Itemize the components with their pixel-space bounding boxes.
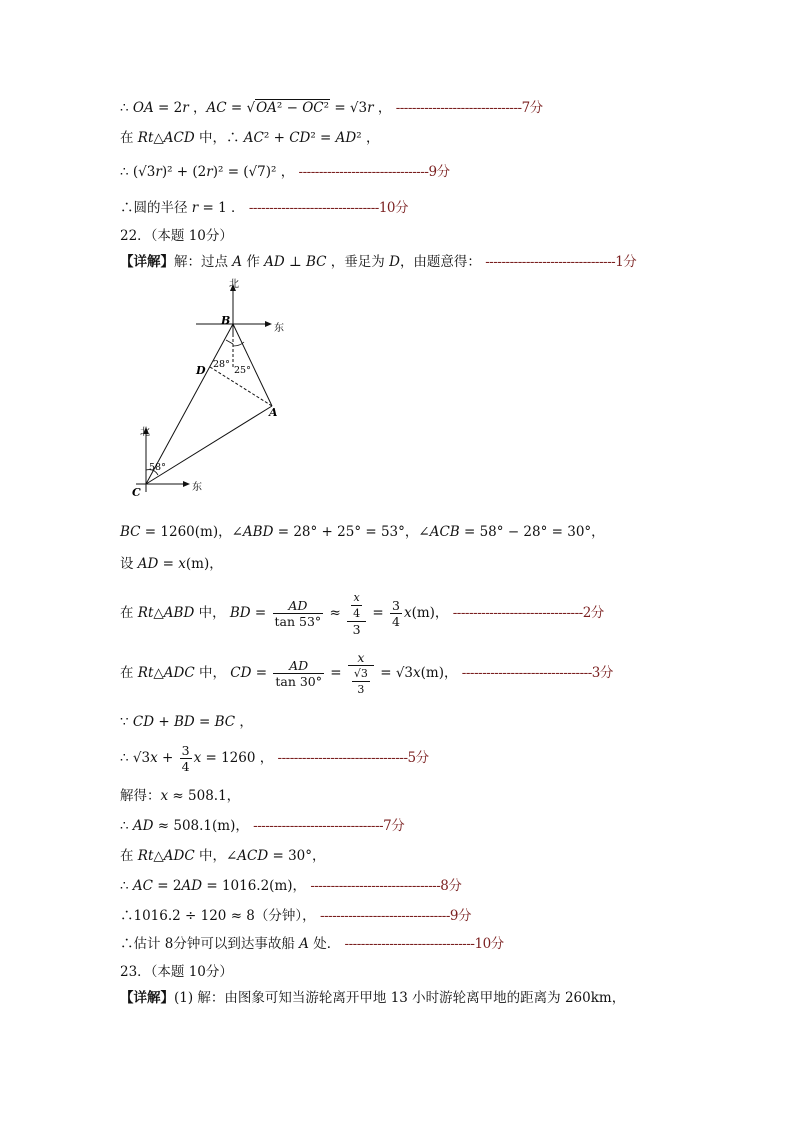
line-cd-bd: ∵ CD + BD = BC ， xyxy=(120,714,253,730)
line-equation: ∴ √3x + $\frac{3}{4}$ x = 1260 ， --------------------------------5分 xyxy=(120,743,429,774)
score-1: --------------------------------1分 xyxy=(485,254,637,270)
line-conclusion: ∴估计 8分钟可以到达事故船 A 处． --------------------------------10分 xyxy=(120,936,504,952)
line-angle-acd: 在 Rt△ADC 中，∠ACD = 30°， xyxy=(120,848,326,864)
score-8: --------------------------------8分 xyxy=(310,878,462,894)
line-oa-ac: ∴ OA = 2r ，AC = √OA² − OC² = √3r ， -------------------------------7分 xyxy=(120,100,543,116)
navigation-diagram xyxy=(118,278,298,498)
score-7b: --------------------------------7分 xyxy=(253,818,405,834)
score-10: --------------------------------10分 xyxy=(248,200,408,216)
point-a-label: A xyxy=(269,406,278,419)
angle-58-label: 58° xyxy=(149,462,166,473)
point-c-label: C xyxy=(132,486,141,498)
line-time: ∴1016.2 ÷ 120 ≈ 8（分钟）， --------------------------------9分 xyxy=(120,908,471,924)
line-bd: 在 Rt△ABD 中， BD = $\frac{AD}{\tan 53^\circ}$ ≈ $\frac{\frac{x}{4}}{3}$ = $\frac{3}{4}$ x(m)， --------------------------------2分 xyxy=(120,591,604,637)
score-3: --------------------------------3分 xyxy=(461,665,613,681)
score-7: -------------------------------7分 xyxy=(395,100,543,116)
east-label-top: 东 xyxy=(274,323,284,334)
line-ad-value: ∴ AD ≈ 508.1(m)， --------------------------------7分 xyxy=(120,818,405,834)
score-9: --------------------------------9分 xyxy=(298,164,450,180)
line-ac-value: ∴ AC = 2AD = 1016.2(m)， --------------------------------8分 xyxy=(120,878,462,894)
q22-intro: 【详解】解：过点 A 作 AD ⊥ BC ，垂足为 D，由题意得： --------------------------------1分 xyxy=(120,254,637,270)
point-b-label: B xyxy=(221,314,231,327)
east-label-bottom: 东 xyxy=(192,482,202,493)
angle-25-label: 25° xyxy=(234,365,251,376)
north-label-top: 北 xyxy=(229,279,239,290)
line-pythagoras: 在 Rt△ACD 中，∴ AC² + CD² = AD² ， xyxy=(120,130,380,146)
line-substitute: ∴ (√3r)² + (2r)² = (√7)² ， --------------------------------9分 xyxy=(120,164,450,180)
line-bc-angles: BC = 1260(m)，∠ABD = 28° + 25° = 53°，∠ACB = 58° − 28° = 30°， xyxy=(120,524,605,540)
question-23-title: 23．（本题 10分） xyxy=(120,964,233,980)
line-cd: 在 Rt△ADC 中， CD = $\frac{AD}{\tan 30^\circ}$ = $\frac{x}{\frac{√3}{3}}$ = √3x(m)， --------------------------------3分 xyxy=(120,650,613,696)
line-solve: 解得：x ≈ 508.1， xyxy=(120,788,241,804)
score-5: --------------------------------5分 xyxy=(277,750,429,766)
score-10b: --------------------------------10分 xyxy=(344,936,504,952)
north-label-bottom: 北 xyxy=(140,427,150,438)
q23-intro: 【详解】(1) 解：由图象可知当游轮离开甲地 13 小时游轮离甲地的距离为 260km， xyxy=(120,990,626,1006)
point-d-label: D xyxy=(196,364,206,377)
score-9b: --------------------------------9分 xyxy=(319,908,471,924)
line-radius: ∴圆的半径 r = 1 ． --------------------------------10分 xyxy=(120,200,408,216)
angle-28-label: 28° xyxy=(213,359,230,370)
line-set-ad: 设 AD = x(m)， xyxy=(120,556,223,572)
question-22-title: 22．（本题 10分） xyxy=(120,228,233,244)
score-2: --------------------------------2分 xyxy=(452,605,604,621)
